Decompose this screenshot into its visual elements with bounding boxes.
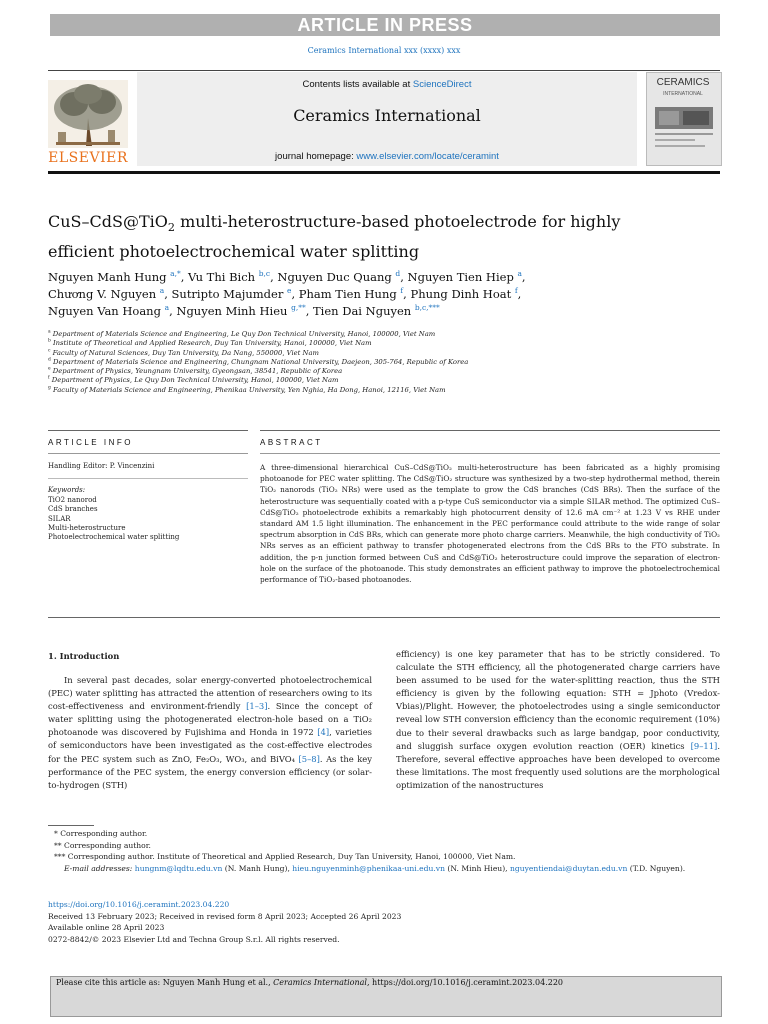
affiliation-text: Institute of Theoretical and Applied Research, Duy Tan University, Hanoi, 100000, Viet Nam	[50, 339, 372, 348]
email-label: E-mail addresses:	[64, 863, 133, 873]
intro-text-2: . Since the concept of water splitting using the photogenerated electron-hole based on a TiO₂ photoanode was discovered by Fujishima and Honda in 1972	[48, 701, 373, 738]
article-title: CuS–CdS@TiO$_2$ multi-heterostructure-based photoelectrode for highly efficient photoelectrochemical water splitting	[48, 212, 621, 262]
masthead-top-rule	[48, 70, 720, 71]
author-name[interactable]: Nguyen Manh Hung	[48, 270, 171, 284]
footnotes	[48, 828, 720, 874]
email-owner-1: (N. Manh Hung),	[222, 863, 293, 873]
intro-right-column	[396, 648, 720, 792]
doi-link[interactable]: https://doi.org/10.1016/j.ceramint.2023.04.220	[48, 900, 230, 909]
abstract-rule	[260, 430, 720, 431]
footnote-rule	[48, 825, 94, 826]
affiliation-list	[48, 330, 720, 395]
masthead-bottom-rule	[48, 171, 720, 174]
handling-editor: Handling Editor: P. Vincenzini	[48, 462, 155, 470]
title-part-2: multi-heterostructure-based photoelectrode for highly	[174, 212, 621, 231]
article-info-rule	[48, 430, 248, 431]
sciencedirect-link[interactable]: ScienceDirect	[412, 79, 472, 90]
keyword-item: CdS branches	[48, 505, 98, 514]
cover-title: CERAMICS	[656, 77, 710, 88]
corr-author-3: *** Corresponding author. Institute of Theoretical and Applied Research, Duy Tan University, Hanoi, 100000, Viet Nam.	[54, 852, 516, 862]
author-affiliation-marker[interactable]: a,*	[170, 269, 181, 279]
article-info-heading: ARTICLE INFO	[48, 438, 133, 447]
available-online: Available online 28 April 2023	[48, 923, 165, 933]
ref-link-5-8[interactable]: [5–8]	[298, 753, 320, 764]
contents-prefix: Contents lists available at	[302, 79, 413, 90]
keyword-item: Multi-heterostructure	[48, 523, 126, 532]
intro-heading: 1. Introduction	[48, 651, 120, 661]
email-owner-2: (N. Minh Hieu),	[445, 863, 510, 873]
author-name[interactable]: Nguyen Duc Quang	[277, 270, 396, 284]
keyword-item: Photoelectrochemical water splitting	[48, 533, 180, 542]
affiliation-item	[48, 330, 720, 339]
affiliation-key: c	[48, 348, 51, 354]
author-affiliation-marker[interactable]: a	[517, 269, 522, 279]
publication-info	[48, 899, 720, 945]
affiliation-text: Faculty of Natural Sciences, Duy Tan University, Da Nang, 550000, Viet Nam	[50, 348, 319, 357]
author-name[interactable]: Pham Tien Hung	[298, 287, 401, 301]
intro-text-4: . As the key performance of the PEC system, the energy conversion efficiency (or solar-to-hydrogen (STH)	[48, 753, 372, 790]
author-name[interactable]: Chương V. Nguyen	[48, 287, 160, 301]
author-name[interactable]: Nguyen Van Hoang	[48, 304, 165, 318]
author-list: Nguyen Manh Hung $^{a,*}$, Vu Thi Bich $^{b,c}$, Nguyen Duc Quang $^d$, Nguyen Tien Hiep $^a$, Chương V. Nguyen $^a$, Sutripto Majumder $^e$, Pham Tien Hung $^f$, Phung Dinh Hoat $^f$, Nguyen Van Hoang $^a$, Nguyen Minh Hieu $^{g,**}$, Tien Dai Nguyen $^{b,c,***}$	[48, 269, 526, 318]
affiliation-item	[48, 376, 720, 385]
ref-link-1-3[interactable]: [1–3]	[246, 701, 268, 712]
abstract-text: A three-dimensional hierarchical CuS–CdS@TiO₂ multi-heterostructure has been fabricated as a highly promising photoanode for PEC water splitting. The CdS@TiO₂ structure was synthesized by a two-step hydrothermal method, therein TiO₂ nanorods (TiO₂ NRs) were used as the template to grow the CdS branches (CdS BRs). Then the surface of the heterostructure was sequentially coated with a p-type CuS semiconductor via a simple SILAR method. The optimized CuS–CdS@TiO₂ photoelectrode exhibits a remarkably high photocurrent density of 12.6 mA cm⁻² at 1.23 V vs RHE under standard AM 1.5 light illumination. The enhancement in the PEC performance could attribute to the wide range of solar spectrum absorption in CdS BRs, which can generate more photo charge carriers. Meanwhile, the high conductivity of TiO₂ NRs serves as an efficient pathway to transfer photogenerated electrons from the CdS BRs to the FTO substrate. In addition, the p-n junction formed between CuS and CdS@TiO₂ heterostructure could improve the separation of electron-hole on the surface of the photoanode. This study demonstrates an efficient pathway to improve the photoelectrochemical performance of TiO₂-based photoanodes.	[260, 463, 720, 585]
keywords-rule	[48, 478, 248, 479]
author-name[interactable]: Sutripto Majumder	[171, 287, 288, 301]
keyword-item: SILAR	[48, 514, 71, 523]
author-affiliation-marker[interactable]: b,c	[258, 269, 271, 279]
intro-right-text-2: . Therefore, several effective approaches have been developed to overcome these limitations. The most frequently used solutions are the morphological optimization of the nanostructures	[396, 740, 720, 790]
email-owner-3: (T.D. Nguyen).	[627, 863, 686, 873]
email-link-1[interactable]: hungnm@lqdtu.edu.vn	[134, 863, 223, 873]
intro-text-1: In several past decades, solar energy-converted photoelectrochemical (PEC) water splitting has attracted the attention of researchers owing to its cost-effectiveness and environment-friendly	[48, 675, 372, 712]
author-affiliation-marker[interactable]: f	[514, 286, 518, 296]
cite-doi[interactable]: , https://doi.org/10.1016/j.ceramint.2023.04.220	[366, 978, 564, 987]
email-link-2[interactable]: hieu.nguyenminh@phenikaa-uni.edu.vn	[292, 863, 445, 873]
affiliation-item	[48, 358, 720, 367]
title-part-1: CuS–CdS@TiO	[48, 212, 168, 231]
affiliation-text: Department of Physics, Le Quy Don Technical University, Hanoi, 100000, Viet Nam	[49, 376, 339, 385]
keywords-list	[48, 496, 248, 542]
author-name[interactable]: Tien Dai Nguyen	[313, 304, 415, 318]
elsevier-wordmark: ELSEVIER	[48, 150, 128, 166]
affiliation-text: Faculty of Materials Science and Engineering, Phenikaa University, Yen Nghia, Ha Dong, Hanoi, 12116, Viet Nam	[50, 385, 446, 394]
corr-author-1: * Corresponding author.	[54, 829, 148, 838]
journal-homepage	[137, 151, 637, 162]
intro-left-column	[48, 674, 372, 792]
affiliation-key: f	[48, 376, 50, 382]
homepage-link[interactable]: www.elsevier.com/locate/ceramint	[356, 151, 499, 162]
author-affiliation-marker[interactable]: b,c,***	[414, 303, 440, 313]
author-name[interactable]: Vu Thi Bich	[188, 270, 259, 284]
abstract-bottom-rule	[48, 617, 720, 618]
author-affiliation-marker[interactable]: f	[400, 286, 404, 296]
author-name[interactable]: Nguyen Minh Hieu	[176, 304, 292, 318]
title-part-3: efficient photoelectrochemical water splitting	[48, 242, 420, 262]
author-affiliation-marker[interactable]: g,**	[291, 303, 306, 313]
affiliation-item	[48, 367, 720, 376]
article-in-press-banner: ARTICLE IN PRESS	[50, 14, 720, 36]
homepage-prefix: journal homepage:	[275, 151, 357, 162]
author-name[interactable]: Phung Dinh Hoat	[410, 287, 515, 301]
author-affiliation-marker[interactable]: e	[287, 286, 292, 296]
article-info-subrule	[48, 453, 248, 454]
contents-available	[137, 79, 637, 90]
cite-journal: Ceramics International	[273, 978, 367, 987]
affiliation-key: g	[48, 385, 51, 391]
journal-name: Ceramics International	[293, 106, 481, 125]
citation-text	[56, 978, 563, 987]
corr-author-2: ** Corresponding author.	[54, 840, 151, 850]
affiliation-key: e	[48, 366, 51, 372]
affiliation-key: a	[48, 329, 51, 335]
affiliation-item	[48, 339, 720, 348]
affiliation-item	[48, 349, 720, 358]
email-link-3[interactable]: nguyentiendai@duytan.edu.vn	[510, 863, 628, 873]
received-dates: Received 13 February 2023; Received in revised form 8 April 2023; Accepted 26 April 2023	[48, 911, 402, 921]
intro-text-3: , varieties of semiconductors have been investigated as the cost-effective electrodes for the PEC system such as ZnO, Fe₂O₃, WO₃, and BiVO₄	[48, 727, 372, 764]
keyword-item: TiO2 nanorod	[48, 496, 97, 504]
author-affiliation-marker[interactable]: d	[395, 269, 401, 279]
cover-subtitle: INTERNATIONAL	[663, 91, 703, 97]
author-name[interactable]: Nguyen Tien Hiep	[407, 270, 518, 284]
ref-link-9-11[interactable]: [9–11]	[690, 740, 718, 751]
cite-prefix: Please cite this article as: Nguyen Manh Hung et al.,	[56, 978, 274, 987]
affiliation-key: d	[48, 357, 51, 363]
copyright: 0272-8842/© 2023 Elsevier Ltd and Techna Group S.r.l. All rights reserved.	[48, 934, 340, 944]
author-affiliation-marker[interactable]: a	[164, 303, 170, 313]
affiliation-item	[48, 386, 720, 395]
affiliation-text: Department of Materials Science and Engineering, Chungnam National University, Daejeon, 305-764, Republic of Korea	[50, 357, 469, 366]
journal-reference-link[interactable]: Ceramics International xxx (xxxx) xxx	[307, 46, 461, 55]
affiliation-text: Department of Physics, Yeungnam University, Gyeongsan, 38541, Republic of Korea	[50, 367, 343, 376]
author-affiliation-marker[interactable]: a	[159, 286, 165, 296]
abstract-subrule	[260, 453, 720, 454]
affiliation-text: Department of Materials Science and Engineering, Le Quy Don Technical University, Hanoi, 100000, Viet Nam	[50, 330, 436, 338]
intro-right-text-1: efficiency) is one key parameter that has to be strictly considered. To calculate the STH efficiency, all the photogenerated charge carriers have been assumed to be used for the water-splitting reaction, thus the STH efficiency is given by the following equation: STH = Jphoto (Vredox-Vbias)/Plight. However, the photoelectrodes using a single semiconductor reveal low STH conversion efficiency than the economic requirement (10%) due to their several drawbacks such as large bandgap, poor conductivity, and sluggish surface oxygen evolution reaction (OER) kinetics	[396, 649, 720, 751]
ref-link-4[interactable]: [4]	[317, 727, 330, 738]
affiliation-key: b	[48, 339, 51, 345]
keywords-label: Keywords:	[48, 486, 86, 494]
abstract-heading: ABSTRACT	[260, 438, 323, 447]
